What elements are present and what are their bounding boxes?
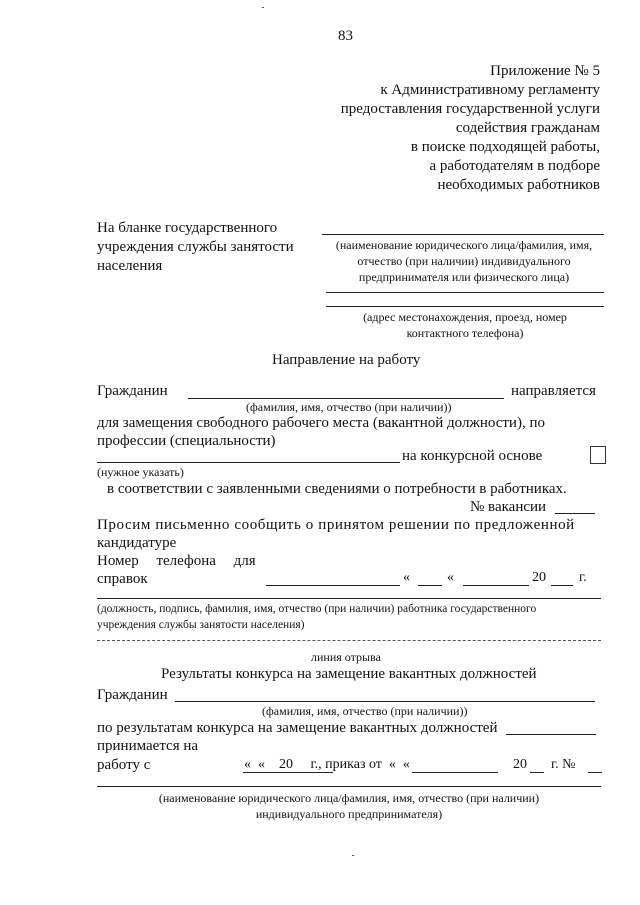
results-employer-field[interactable] <box>97 786 601 787</box>
request-line-2: кандидатуре <box>97 535 177 551</box>
address-field-1[interactable] <box>326 292 604 293</box>
caption-line: контактного телефона) <box>406 326 524 340</box>
date-day-field[interactable] <box>418 585 442 586</box>
caption-line: отчество (при наличии) индивидуального <box>357 254 571 268</box>
date-quote-open: « <box>403 570 410 585</box>
sent-label: направляется <box>511 383 596 399</box>
phone-line-2: справок <box>97 571 148 587</box>
date-year-field[interactable] <box>551 585 573 586</box>
results-line: по результатам конкурса на замещение вакантных должностей <box>97 720 498 736</box>
employer-name-caption <box>318 237 610 285</box>
competitive-checkbox[interactable] <box>590 446 606 464</box>
order-year-field[interactable] <box>530 772 544 773</box>
phone-line-1: Номер телефона для <box>97 553 256 569</box>
citizen-fio-field[interactable] <box>188 398 504 399</box>
specify-caption: (нужное указать) <box>97 465 184 479</box>
signature-caption <box>97 601 536 633</box>
caption-line: (наименование юридического лица/фамилия, имя, <box>335 238 593 252</box>
vacancy-line: для замещения свободного рабочего места (вакантной должности), по <box>97 415 545 431</box>
address-caption <box>330 309 600 341</box>
profession-field[interactable] <box>97 462 400 463</box>
document-title: Направление на работу <box>272 352 421 368</box>
appendix-line: предоставления государственной услуги <box>340 101 600 117</box>
profession-line: профессии (специальности) <box>97 433 276 449</box>
caption-line: индивидуального предпринимателя) <box>255 807 443 821</box>
caption-line: (должность, подпись, фамилия, имя, отчество (при наличии) работника государственного <box>97 603 537 615</box>
appendix-line: а работодателям в подборе <box>429 158 600 174</box>
results-citizen-field[interactable] <box>175 701 595 702</box>
scan-speck <box>352 855 354 856</box>
hire-date-text: « « 20 г., приказ от « « <box>244 757 410 772</box>
results-citizen-label: Гражданин <box>97 687 168 703</box>
appendix-line: содействия гражданам <box>455 120 600 136</box>
blank-line: населения <box>97 258 163 274</box>
accepted-line: принимается на <box>97 738 199 754</box>
phone-field[interactable] <box>266 585 400 586</box>
date-year-suffix: г. <box>579 570 587 585</box>
order-date-field[interactable] <box>412 772 498 773</box>
appendix-line: в поиске подходящей работы, <box>410 139 600 155</box>
cut-line-label: линия отрыва <box>311 650 381 664</box>
fio-caption: (фамилия, имя, отчество (при наличии)) <box>246 400 452 414</box>
employer-name-field[interactable] <box>322 234 604 235</box>
caption-line: (адрес местонахождения, проезд, номер <box>363 310 567 324</box>
order-year-suffix: г. № <box>551 757 576 772</box>
page-number: 83 <box>338 28 353 44</box>
date-month-field[interactable] <box>463 585 529 586</box>
date-quote-close: « <box>447 570 454 585</box>
caption-line: предпринимателя или физического лица) <box>358 270 570 284</box>
results-title: Результаты конкурса на замещение вакантных должностей <box>161 666 537 682</box>
appendix-block <box>280 62 600 195</box>
request-line-1: Просим письменно сообщить о принятом решении по предложенной <box>97 517 575 533</box>
blank-line: учреждения службы занятости <box>97 239 294 255</box>
appendix-line: к Административному регламенту <box>380 82 600 98</box>
citizen-label: Гражданин <box>97 383 168 399</box>
vacancy-no-field[interactable] <box>555 513 595 514</box>
address-field-2[interactable] <box>326 306 604 307</box>
appendix-line: Приложение № 5 <box>490 63 600 79</box>
competitive-label: на конкурсной основе <box>402 448 543 464</box>
cut-line <box>97 640 601 641</box>
order-year-prefix: 20 <box>513 757 527 772</box>
results-field[interactable] <box>506 734 596 735</box>
results-employer-caption <box>97 790 601 822</box>
caption-line: учреждения службы занятости населения) <box>97 619 305 631</box>
accordance-line: в соответствии с заявленными сведениями о потребности в работниках. <box>107 481 567 497</box>
work-from-label: работу с <box>97 757 151 773</box>
hire-date-field[interactable] <box>243 772 333 773</box>
date-year-prefix: 20 <box>532 570 546 585</box>
caption-line: (наименование юридического лица/фамилия, имя, отчество (при наличии) <box>158 791 540 805</box>
vacancy-no-label: № вакансии <box>470 499 547 515</box>
signature-field[interactable] <box>97 598 601 599</box>
appendix-line: необходимых работников <box>437 177 600 193</box>
results-fio-caption: (фамилия, имя, отчество (при наличии)) <box>262 704 468 718</box>
scan-speck <box>262 7 264 8</box>
order-number-field[interactable] <box>588 772 602 773</box>
blank-line: На бланке государственного <box>97 220 278 236</box>
blank-note <box>97 219 294 276</box>
